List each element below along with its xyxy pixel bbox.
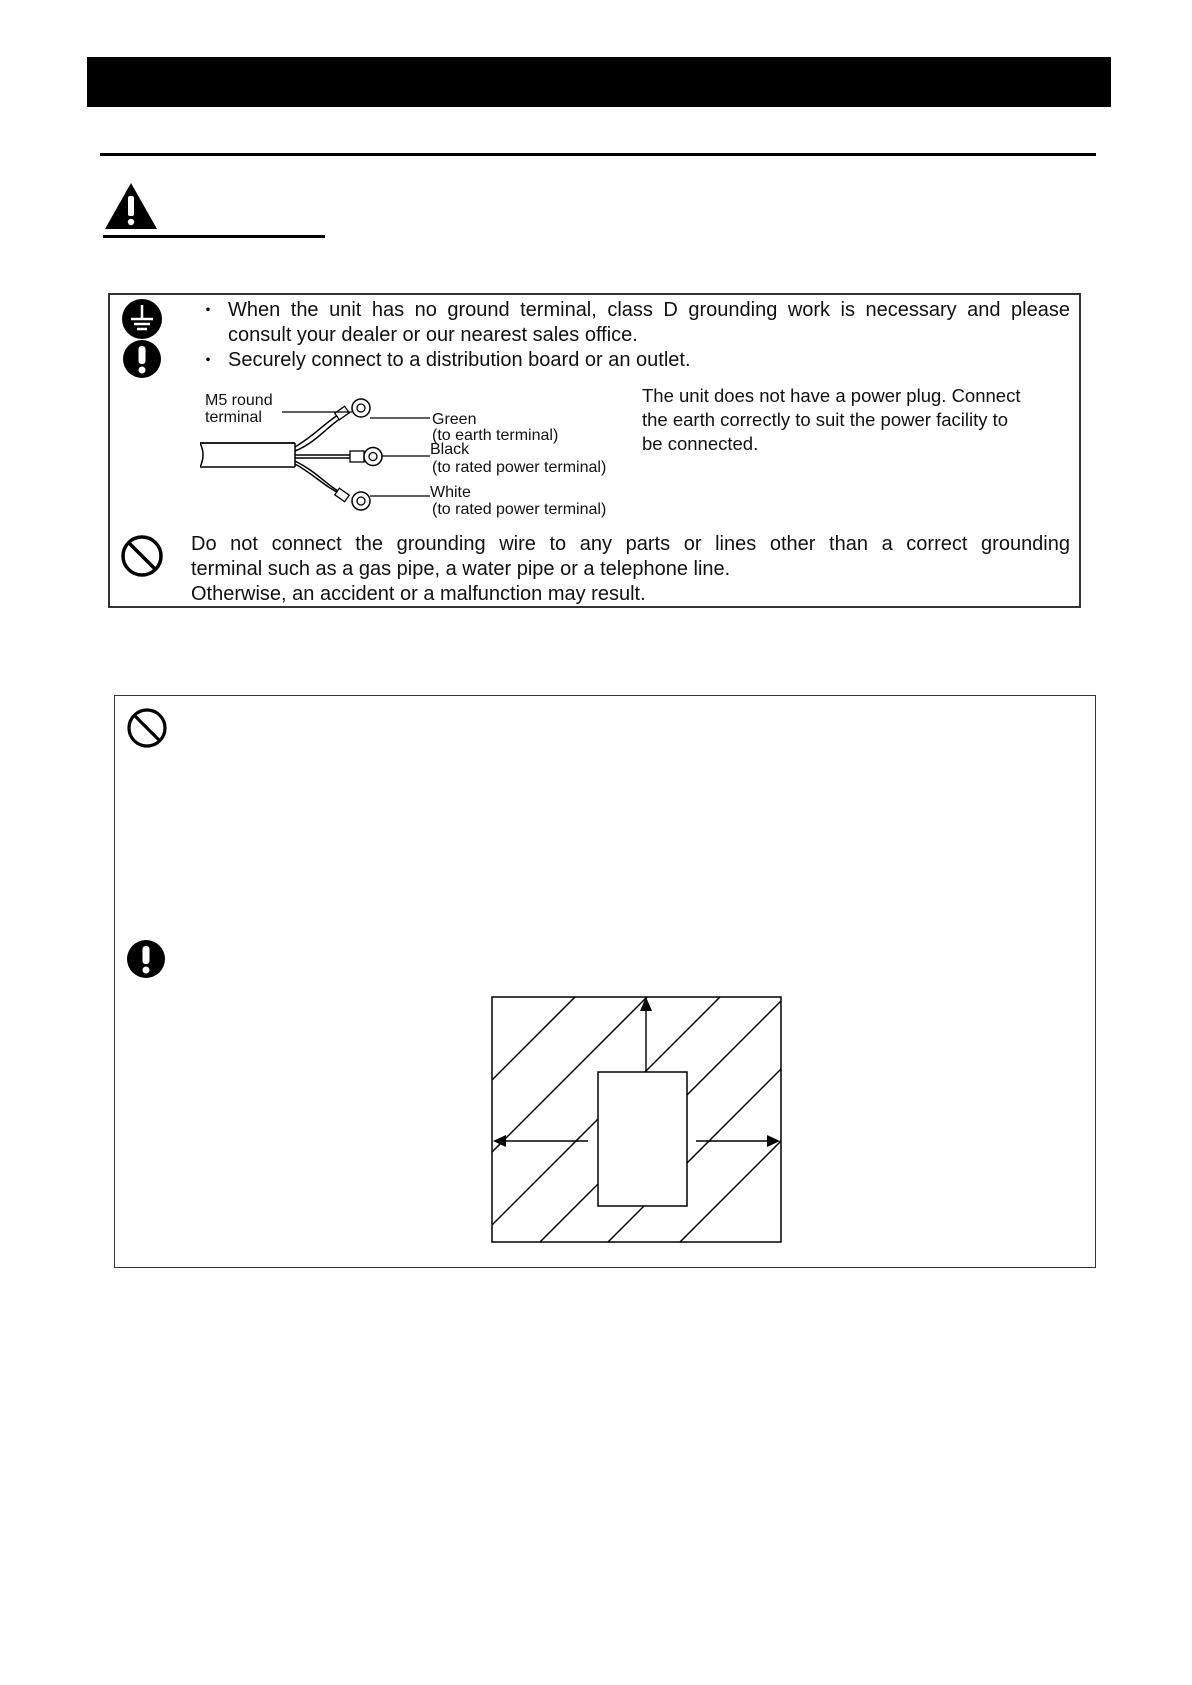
mandatory-icon: [126, 939, 166, 979]
section-divider: [100, 153, 1096, 156]
prohibition-line-3: Otherwise, an accident or a malfunction may result.: [191, 583, 646, 605]
bullet-1-line-2: consult your dealer or our nearest sales office.: [228, 324, 638, 346]
power-plug-note-line-2: the earth correctly to suit the power facility to: [642, 409, 1009, 430]
header-bar: [87, 57, 1111, 107]
warning-underline: [103, 235, 325, 238]
black-wire-label: Black: [430, 441, 470, 458]
white-wire-label: White: [430, 484, 471, 501]
green-wire-label: Green: [432, 411, 477, 428]
prohibition-line-2: terminal such as a gas pipe, a water pipe or a telephone line.: [191, 558, 731, 580]
white-wire-note: (to rated power terminal): [432, 501, 607, 518]
prohibition-line-1: Do not connect the grounding wire to any parts or lines other than a correct grounding: [191, 533, 1070, 555]
clearance-diagram: [490, 995, 784, 1245]
wiring-diagram: [200, 395, 640, 515]
bullet-1-line-1: When the unit has no ground terminal, class D grounding work is necessary and please: [228, 299, 1070, 321]
bullet-marker: ・: [198, 300, 218, 322]
mandatory-icon: [122, 338, 162, 380]
ground-icon: [120, 297, 164, 341]
warning-triangle-icon: [103, 181, 159, 231]
power-plug-note-line-3: be connected.: [642, 433, 759, 454]
bullet-2-line-1: Securely connect to a distribution board or an outlet.: [228, 349, 691, 371]
green-wire-note: (to earth terminal): [432, 427, 559, 444]
bullet-marker: ・: [198, 350, 218, 372]
black-wire-note: (to rated power terminal): [432, 459, 607, 476]
power-plug-note-line-1: The unit does not have a power plug. Connect: [642, 385, 1021, 406]
prohibition-icon: [120, 534, 164, 578]
m5-terminal-label-2: terminal: [205, 409, 262, 426]
prohibition-icon: [126, 707, 168, 749]
m5-terminal-label-1: M5 round: [205, 392, 273, 409]
